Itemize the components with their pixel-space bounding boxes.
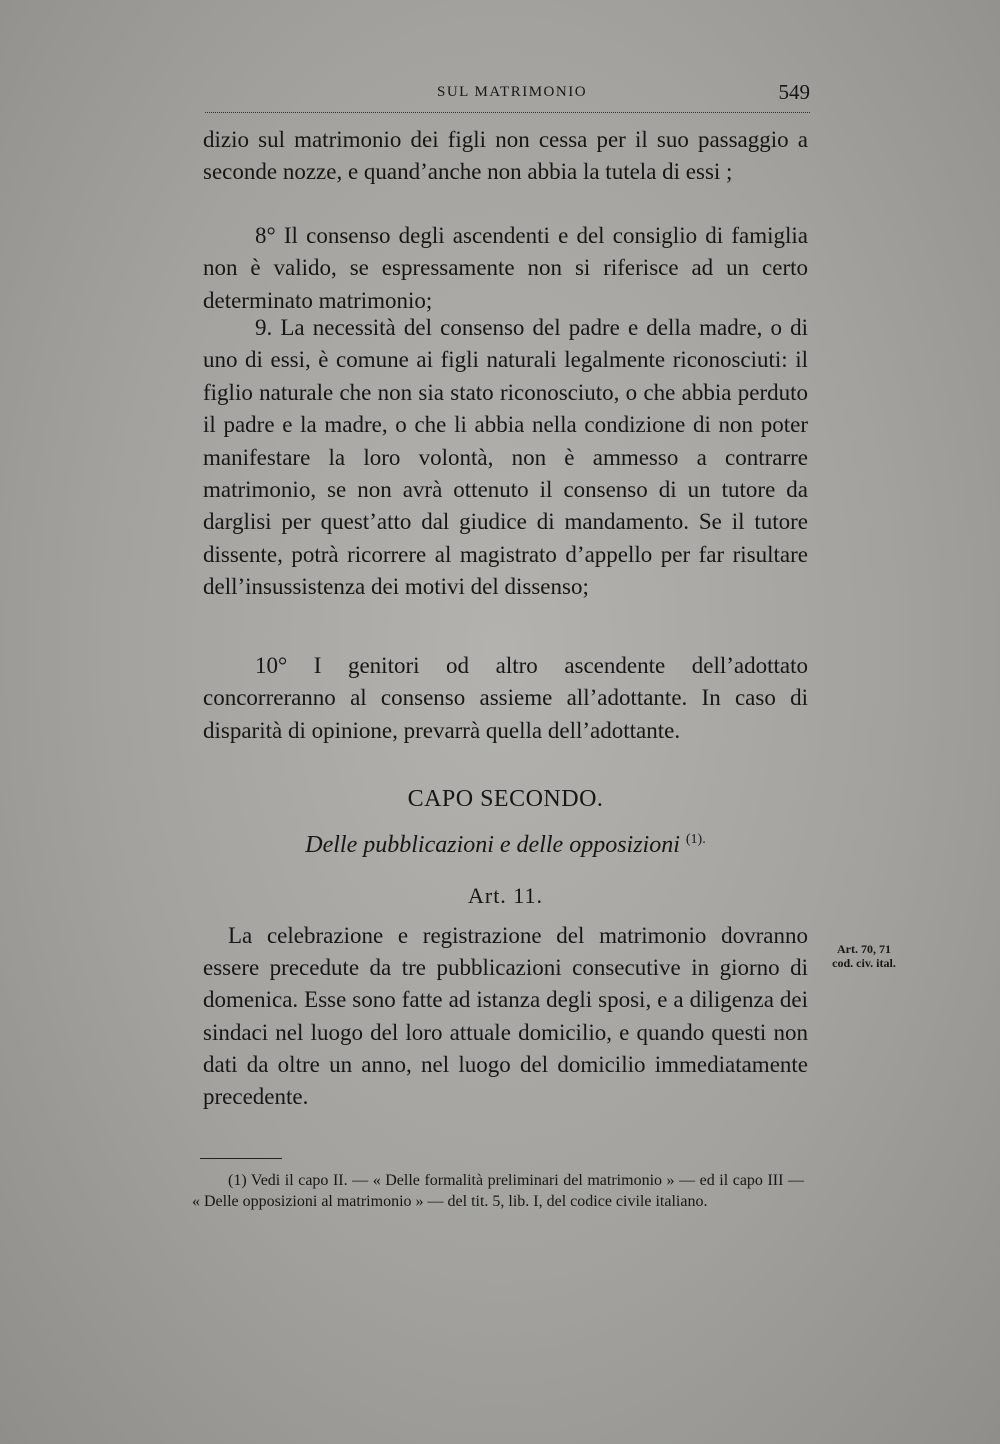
margin-note: [814, 942, 914, 970]
page-number: 549: [778, 80, 810, 104]
running-head: SUL MATRIMONIO: [437, 84, 588, 100]
footnote: (1) Vedi il capo II. — « Delle formalità preliminari del matrimonio » — ed il capo III — « Delle opposizioni al matrimonio » — del tit. 5, lib. I, del codice civile italiano.: [192, 1172, 804, 1210]
paragraph-item-10: 10° I genitori od altro ascendente dell’adottato concorreranno al consenso assieme all’adottante. In caso di disparità di opinione, prevarrà quella dell’adottante.: [203, 653, 808, 743]
paragraph-item-9: 9. La necessità del consenso del padre e della madre, o di uno di essi, è comune ai figli naturali legalmente riconosciuti: il figlio naturale che non sia stato riconosciuto, o che abbia perduto il padre e la madre, o che li abbia nella condizione di non poter manifestare la loro volontà, non è ammesso a contrarre matrimonio, se non avrà ottenuto il consenso di un tutore da darglisi per quest’atto dal giudice di mandamento. Se il tutore dissente, potrà ricorrere al magistrato d’appello per far risultare dell’insussistenza dei motivi del dissenso;: [203, 315, 808, 600]
article-heading: Art. 11.: [467, 883, 543, 908]
footnote-reference: (1).: [685, 832, 706, 847]
paragraph-item-8: 8° Il consenso degli ascendenti e del consiglio di famiglia non è valido, se espressamente non si riferisce ad un certo determinato matrimonio;: [203, 223, 808, 313]
margin-note-line-2: cod. civ. ital.: [832, 956, 896, 970]
margin-note-line-1: Art. 70, 71: [837, 942, 891, 956]
paragraph-continuation: dizio sul matrimonio dei figli non cessa per il suo passaggio a seconde nozze, e quand’anche non abbia la tutela di essi ;: [203, 127, 808, 185]
article-text: La celebrazione e registrazione del matrimonio dovranno essere precedute da tre pubblicazioni consecutive in giorno di domenica. Esse sono fatte ad istanza degli sposi, e a diligenza dei sindaci nel luogo del loro attuale domicilio, e quando questi non dati da oltre un anno, nel luogo del domicilio immediatamente precedente.: [203, 923, 808, 1110]
footnote-divider: [200, 1158, 282, 1159]
chapter-title: CAPO SECONDO.: [407, 786, 604, 812]
chapter-subtitle-text: Delle pubblicazioni e delle opposizioni: [305, 832, 680, 858]
page-header: [205, 78, 810, 113]
chapter-subtitle: [203, 832, 808, 859]
